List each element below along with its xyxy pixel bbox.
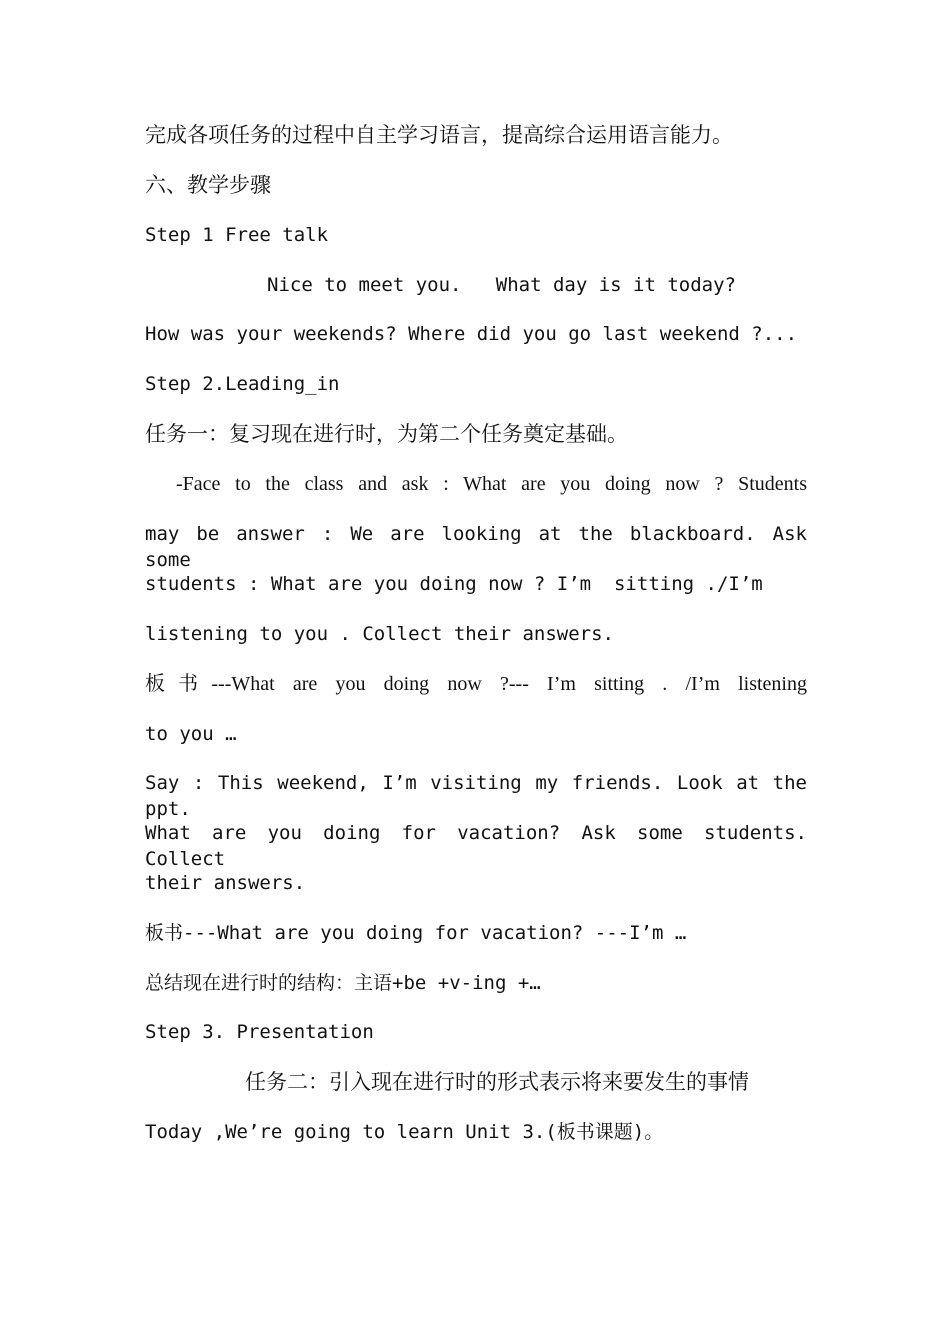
free-talk-line-2: How was your weekends? Where did you go last weekend ?... xyxy=(145,323,798,345)
task-2-heading: 任务二：引入现在进行时的形式表示将来要发生的事情 xyxy=(245,1070,749,1094)
step-1-heading: Step 1 Free talk xyxy=(145,224,329,246)
blackboard-note-1: 板书---What are you doing now ?--- I’m sitting . /I’m listening xyxy=(145,673,807,695)
task-2-text: Today ,We’re going to learn Unit 3.(板书课题)。 xyxy=(145,1121,664,1143)
say-line-3: their answers. xyxy=(145,872,306,894)
say-line-2: What are you doing for vacation? Ask some students. Collect xyxy=(145,822,807,870)
say-line-1: Say : This weekend, I’m visiting my friends. Look at the ppt. xyxy=(145,772,807,820)
task-1-text-line-1: -Face to the class and ask : What are you doing now ? Students xyxy=(176,473,807,495)
paragraph-continuation: 完成各项任务的过程中自主学习语言，提高综合运用语言能力。 xyxy=(145,123,733,147)
blackboard-note-1-cont: to you … xyxy=(145,723,237,745)
step-2-heading: Step 2.Leading_in xyxy=(145,373,340,395)
task-1-text-line-3: students : What are you doing now ? I’m sitting ./I’m xyxy=(145,573,763,595)
structure-summary: 总结现在进行时的结构：主语+be +v-ing +… xyxy=(145,972,541,994)
section-heading-teaching-steps: 六、教学步骤 xyxy=(145,173,271,197)
task-1-heading: 任务一：复习现在进行时，为第二个任务奠定基础。 xyxy=(145,422,628,446)
blackboard-note-2: 板书---What are you doing for vacation? ---I’m … xyxy=(145,922,687,944)
task-1-text-line-2: may be answer : We are looking at the blackboard. Ask some xyxy=(145,523,807,571)
free-talk-line-1: Nice to meet you. What day is it today? xyxy=(267,274,736,296)
task-1-text-line-4: listening to you . Collect their answers. xyxy=(145,623,614,645)
step-3-heading: Step 3. Presentation xyxy=(145,1021,374,1043)
